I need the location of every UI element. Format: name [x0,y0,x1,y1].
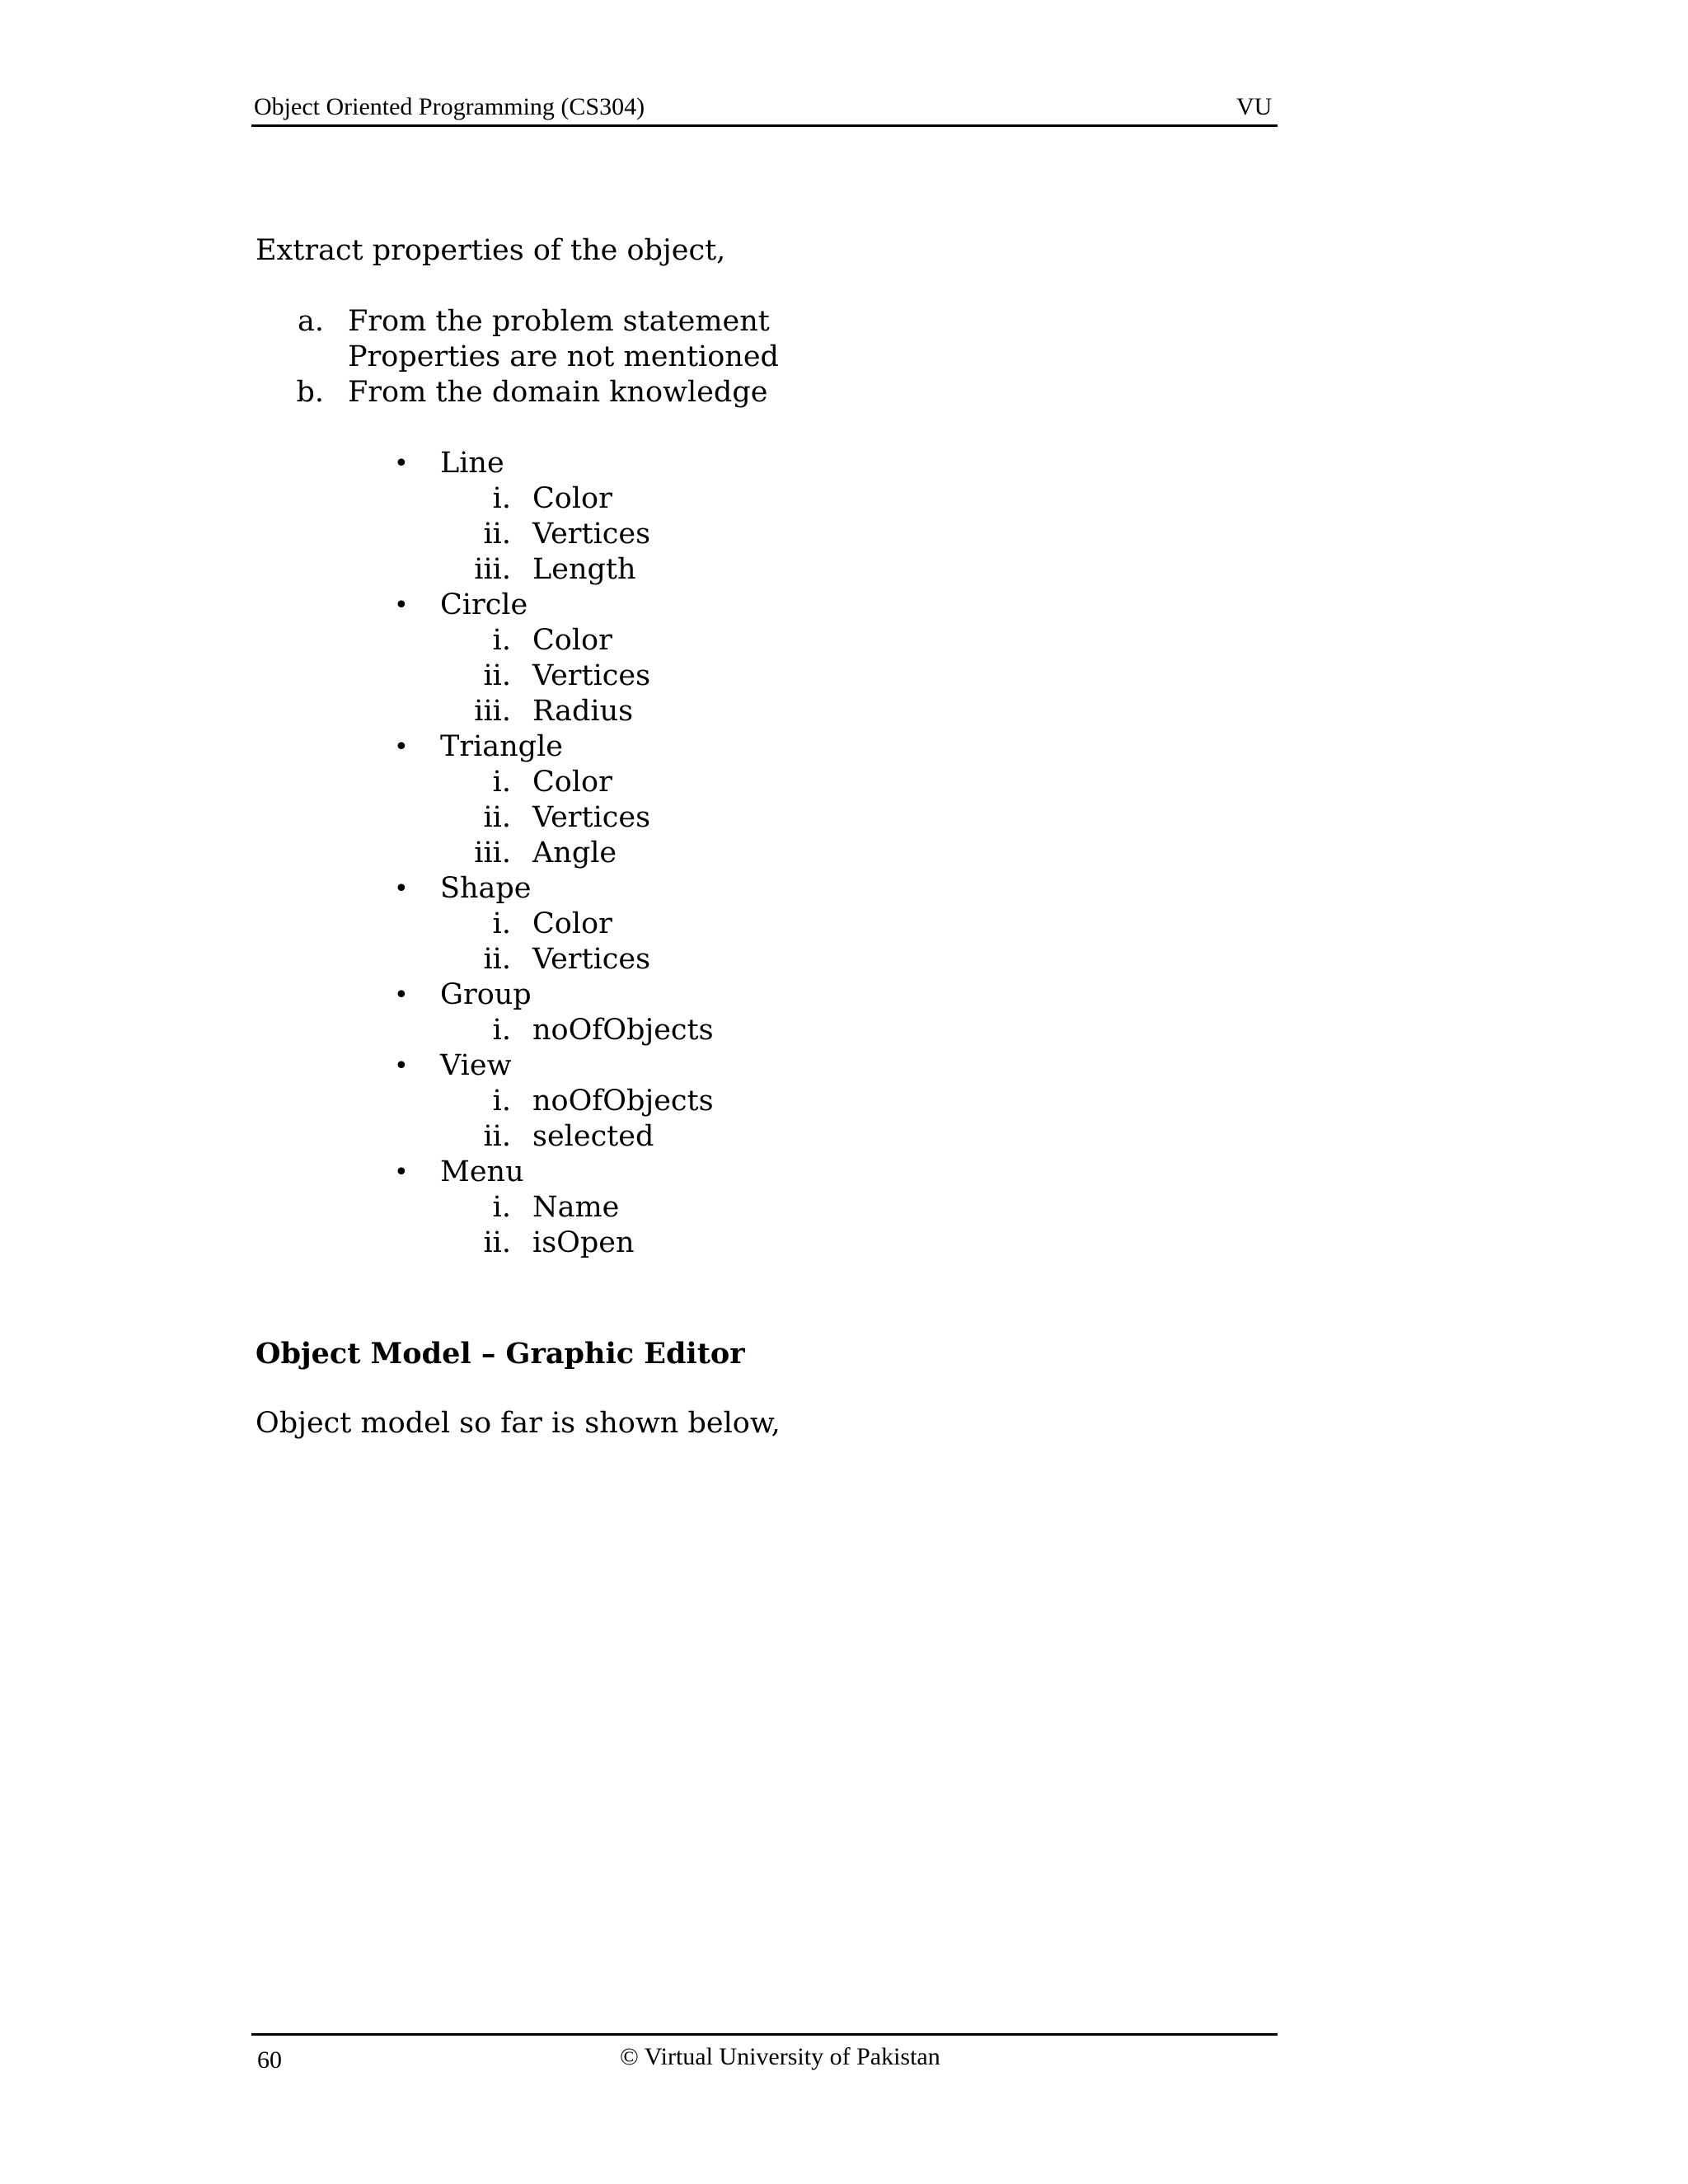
header-course-title: Object Oriented Programming (CS304) [254,93,645,120]
property-number: i. [492,1014,511,1047]
bullet-icon: • [394,1052,409,1080]
property-item: Color [532,624,612,657]
bullet-icon: • [394,733,409,762]
property-number: ii. [483,801,511,834]
bullet-icon: • [394,591,409,620]
bullet-icon: • [394,1158,409,1187]
property-number: ii. [483,1120,511,1153]
footer-copyright: © Virtual University of Pakistan [620,2043,940,2070]
property-number: i. [492,482,511,515]
property-item: Angle [532,837,617,869]
object-name-line: Line [440,447,504,480]
object-name-shape: Shape [440,872,532,905]
property-item: Name [532,1191,620,1224]
source-item-problem-statement: From the problem statement [348,305,770,338]
property-item: Color [532,907,612,940]
object-name-view: View [440,1049,512,1082]
bullet-icon: • [394,449,409,478]
source-marker-b: b. [296,376,324,409]
source-note: Properties are not mentioned [348,340,779,373]
object-name-menu: Menu [440,1155,524,1188]
property-number: iii. [474,553,511,586]
property-number: i. [492,624,511,657]
object-name-circle: Circle [440,588,528,621]
footer-divider [251,2033,1278,2036]
property-item: Length [532,553,636,586]
property-number: i. [492,1191,511,1224]
property-item: noOfObjects [532,1014,714,1047]
property-number: ii. [483,943,511,976]
property-number: ii. [483,1226,511,1259]
source-item-domain-knowledge: From the domain knowledge [348,376,768,409]
property-item: Color [532,766,612,799]
property-item: Color [532,482,612,515]
property-item: selected [532,1120,654,1153]
object-name-triangle: Triangle [440,730,563,763]
property-number: ii. [483,659,511,692]
property-number: iii. [474,695,511,728]
property-item: noOfObjects [532,1085,714,1118]
property-item: isOpen [532,1226,635,1259]
property-number: i. [492,766,511,799]
intro-paragraph: Extract properties of the object, [256,234,726,267]
bullet-icon: • [394,874,409,903]
property-number: ii. [483,518,511,551]
property-item: Vertices [532,943,651,976]
section-paragraph: Object model so far is shown below, [256,1407,781,1440]
header-divider [251,124,1278,127]
page-number: 60 [257,2046,282,2074]
property-item: Radius [532,695,634,728]
property-number: i. [492,907,511,940]
header-institution: VU [1236,93,1273,120]
section-heading: Object Model – Graphic Editor [256,1337,745,1371]
property-item: Vertices [532,659,651,692]
bullet-icon: • [394,981,409,1010]
object-name-group: Group [440,978,532,1011]
source-marker-a: a. [298,305,324,338]
property-item: Vertices [532,801,651,834]
property-number: i. [492,1085,511,1118]
property-number: iii. [474,837,511,869]
property-item: Vertices [532,518,651,551]
